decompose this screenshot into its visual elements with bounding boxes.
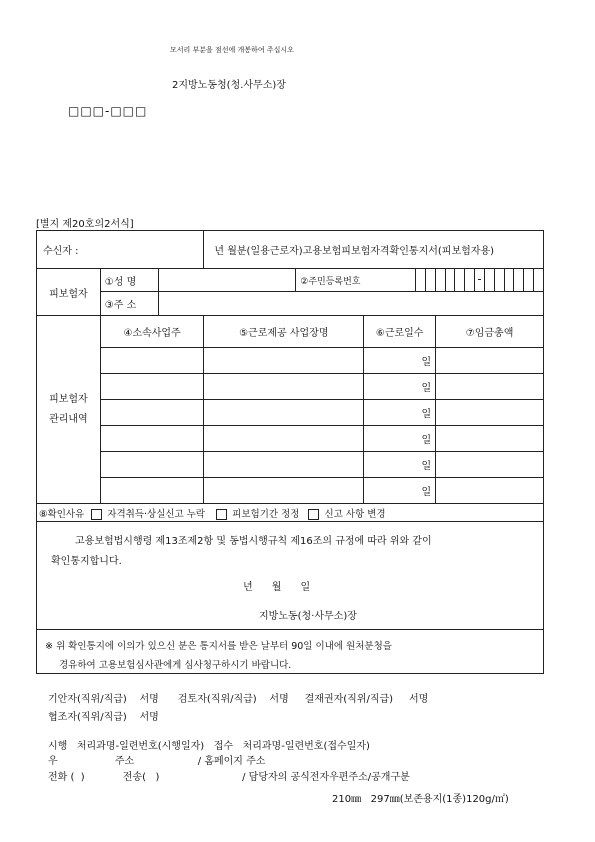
postal-code-boxes: □□□-□□□ xyxy=(68,104,148,118)
workplace-cell[interactable] xyxy=(204,478,364,504)
confirmation-body xyxy=(37,522,544,630)
footer-enforcement-line: 시행 처리과명-일련번호(시행일자) 접수 처리과명-일련번호(접수일자) xyxy=(48,741,370,752)
employer-cell[interactable] xyxy=(100,452,204,478)
wage-cell[interactable] xyxy=(436,452,544,478)
days-cell[interactable]: 일 xyxy=(364,400,436,426)
notice-line2: 경유하여 고용보험심사관에게 심사청구하시기 바랍니다. xyxy=(59,660,292,671)
workplace-cell[interactable] xyxy=(204,374,364,400)
reason-3-checkbox[interactable] xyxy=(308,509,319,520)
days-cell[interactable]: 일 xyxy=(364,478,436,504)
employer-cell[interactable] xyxy=(100,348,204,374)
table-row xyxy=(37,348,544,374)
reason-2-checkbox[interactable] xyxy=(216,509,227,520)
footer-address-line: 우 주소 / 홈페이지 주소 xyxy=(48,756,266,767)
col-days: ⑥근로일수 xyxy=(364,316,436,348)
days-cell[interactable]: 일 xyxy=(364,426,436,452)
address-label: ③주 소 xyxy=(100,292,158,316)
document-title: 년 월분(일용근로자)고용보험피보험자격확인통지서(피보험자용) xyxy=(204,231,544,269)
date-line: 년 월 일 xyxy=(243,582,311,593)
table-row xyxy=(37,374,544,400)
workplace-cell[interactable] xyxy=(204,452,364,478)
table-row xyxy=(37,426,544,452)
employer-cell[interactable] xyxy=(100,426,204,452)
footer-contact-line: 전화 ( ) 전송( ) / 담당자의 공식전자우편주소/공개구분 xyxy=(48,772,410,783)
wage-cell[interactable] xyxy=(436,348,544,374)
form-number: [별지 제20호의2서식] xyxy=(36,219,134,230)
office-name: 2지방노동청(청.사무소)장 xyxy=(172,80,286,91)
wage-cell[interactable] xyxy=(436,374,544,400)
col-workplace: ⑤근로제공 사업장명 xyxy=(204,316,364,348)
name-field[interactable] xyxy=(158,269,296,292)
wage-cell[interactable] xyxy=(436,478,544,504)
workplace-cell[interactable] xyxy=(204,348,364,374)
recipient-cell xyxy=(37,231,204,269)
wage-cell[interactable] xyxy=(436,400,544,426)
address-field[interactable] xyxy=(158,292,543,316)
reason-1-label: 자격취득·상실신고 누락 xyxy=(107,508,206,520)
recipient-label: 수신자 : xyxy=(43,246,79,257)
table-row xyxy=(37,452,544,478)
col-employer: ④소속사업주 xyxy=(100,316,204,348)
table-row xyxy=(37,400,544,426)
history-label xyxy=(37,316,101,504)
wage-cell[interactable] xyxy=(436,426,544,452)
notice-line1: ※ 위 확인통지에 이의가 있으신 분은 통지서를 받은 날부터 90일 이내에 원처분청을 xyxy=(45,641,392,652)
days-cell[interactable]: 일 xyxy=(364,374,436,400)
reason-2-label: 피보험기간 정정 xyxy=(232,508,300,520)
history-label-line1: 피보험자 xyxy=(49,393,88,405)
employer-cell[interactable] xyxy=(100,374,204,400)
rrn-label: ②주민등록번호 xyxy=(296,269,416,292)
footer-approval-line: 기안자(직위/직급) 서명 검토자(직위/직급) 서명 결재권자(직위/직급) 서명 xyxy=(48,694,429,705)
days-cell[interactable]: 일 xyxy=(364,452,436,478)
name-label: ①성 명 xyxy=(100,269,158,292)
employer-cell[interactable] xyxy=(100,400,204,426)
insured-label: 피보험자 xyxy=(37,269,101,316)
col-wage: ⑦임금총액 xyxy=(436,316,544,348)
workplace-cell[interactable] xyxy=(204,400,364,426)
days-cell[interactable]: 일 xyxy=(364,348,436,374)
history-label-line2: 관리내역 xyxy=(49,413,88,425)
reason-row xyxy=(37,504,544,522)
signature-line: 지방노동(청·사무소)장 xyxy=(259,611,357,622)
opening-note: 모서리 부분을 점선에 개봉하여 주십시오 xyxy=(170,46,294,54)
reason-3-label: 신고 사항 변경 xyxy=(324,508,386,520)
table-row xyxy=(37,478,544,504)
employer-cell[interactable] xyxy=(100,478,204,504)
reason-label: ⑧확인사유 xyxy=(39,508,85,520)
body-text-line1: 고용보험법시행령 제13조제2항 및 동법시행규칙 제16조의 규정에 따라 위와 같이 xyxy=(75,536,432,547)
footer-cooperation-line: 협조자(직위/직급) 서명 xyxy=(48,712,159,723)
workplace-cell[interactable] xyxy=(204,426,364,452)
reason-1-checkbox[interactable] xyxy=(91,509,102,520)
confirmation-form xyxy=(36,230,544,674)
body-text-line2: 확인통지합니다. xyxy=(51,556,122,567)
notice-box xyxy=(37,630,544,674)
rrn-field[interactable] xyxy=(416,269,544,292)
paper-spec: 210㎜ 297㎜(보존용지(1종)120g/㎡) xyxy=(332,794,509,805)
